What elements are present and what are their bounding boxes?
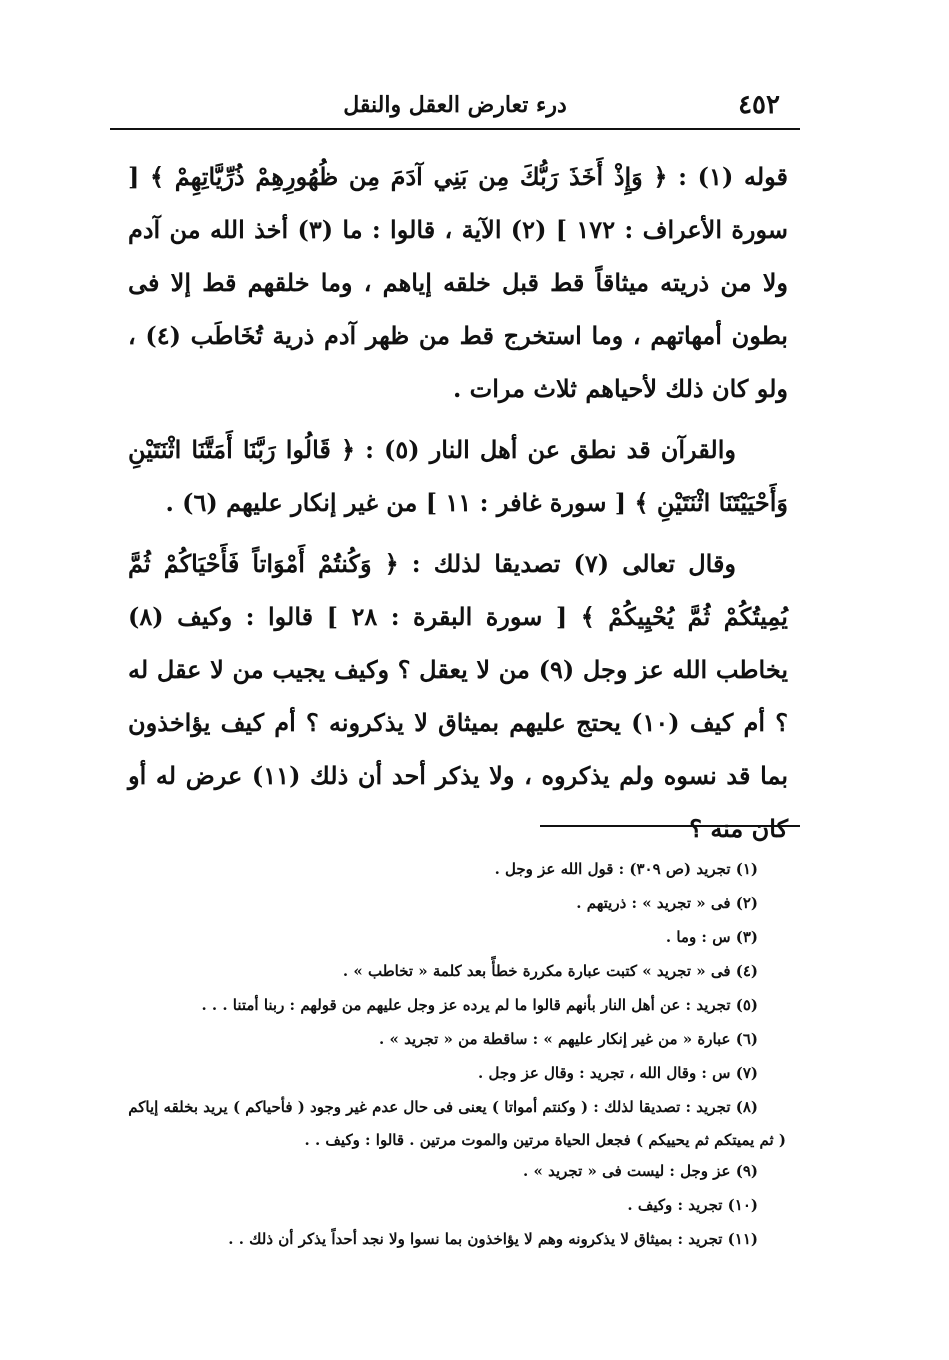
header-rule bbox=[110, 128, 800, 130]
footnote: (٢) فى « تجريد » : ذريتهم . bbox=[576, 894, 758, 912]
footnote-continuation: ( ثم يميتكم ثم يحييكم ) فجعل الحياة مرتين والموت مرتين . قالوا : وكيف . . bbox=[304, 1131, 786, 1149]
paragraph: قوله (١) : ﴿ وَإِذْ أَخَذَ رَبُّكَ مِن بَنِي آدَمَ مِن ظُهُورِهِمْ ذُرِّيَّاتِهِمْ ﴾ [ سورة الأعراف : ١٧٢ ] (٢) الآية ، قالوا : ما (٣) أخذ الله من آدم ولا من ذريته ميثاقاً قط قبل خلقه إياهم ، وما خلقهم قط إلا فى بطون أمهاتهم ، وما استخرج قط من ظهر آدم ذرية تُخَاطَب (٤) ، ولو كان ذلك لأحياهم ثلاث مرات . bbox=[128, 162, 789, 403]
footnote: (٨) تجريد : تصديقا لذلك : ( وكنتم أمواتا ) يعنى فى حال عدم غير وجود ( فأحياكم ) يريد بخلقه إياكم bbox=[128, 1098, 758, 1116]
footnote: (٣) س : وما . bbox=[665, 928, 758, 946]
page-header bbox=[110, 84, 800, 128]
footnote: (٤) فى « تجريد » كتبت عبارة مكررة خطأً بعد كلمة « تخاطب » . bbox=[342, 962, 758, 980]
footnote: (٧) س : وقال الله ، تجريد : وقال عز وجل . bbox=[478, 1064, 758, 1082]
footnote: (١) تجريد (ص ٣٠٩) : قول الله عز وجل . bbox=[494, 860, 758, 878]
running-title: درء تعارض العقل والنقل bbox=[343, 92, 567, 118]
footnote: (٩) عز وجل : ليست فى « تجريد » . bbox=[523, 1162, 758, 1180]
footnotes bbox=[128, 852, 786, 1256]
footnote: (٦) عبارة « من غير إنكار عليهم » : ساقطة من « تجريد » . bbox=[379, 1030, 758, 1048]
footnote: (١٠) تجريد : وكيف . bbox=[627, 1196, 758, 1214]
paragraph: وقال تعالى (٧) تصديقا لذلك : ﴿ وَكُنتُمْ أَمْوَاتاً فَأَحْيَاكُمْ ثُمَّ يُمِيتُكُمْ ثُمَّ يُحْيِيكُمْ ﴾ [ سورة البقرة : ٢٨ ] قالوا : وكيف (٨) يخاطب الله عز وجل (٩) من لا يعقل ؟ وكيف يجيب من لا عقل له ؟ أم كيف (١٠) يحتج عليهم بميثاق لا يذكرونه ؟ أم كيف يؤاخذون بما قد نسوه ولم يذكروه ، ولا يذكر أحد أن ذلك (١١) عرض له أو كان منه ؟ bbox=[128, 549, 789, 843]
footnote: (٥) تجريد : عن أهل النار بأنهم قالوا ما لم يرده عز وجل عليهم من قولهم : ربنا أمتنا . . . bbox=[201, 996, 758, 1014]
footnote-rule bbox=[540, 825, 800, 827]
page-number: ٤٥٢ bbox=[738, 90, 780, 120]
paragraph: والقرآن قد نطق عن أهل النار (٥) : ﴿ قَالُوا رَبَّنَا أَمَتَّنَا اثْنَتَيْنِ وَأَحْيَيْتَنَا اثْنَتَيْنِ ﴾ [ سورة غافر : ١١ ] من غير إنكار عليهم (٦) . bbox=[128, 435, 788, 517]
footnote: (١١) تجريد : بميثاق لا يذكرونه وهم لا يؤاخذون بما نسوا ولا نجد أحداً يذكر أن ذلك . . bbox=[228, 1230, 758, 1248]
main-text bbox=[128, 150, 788, 863]
